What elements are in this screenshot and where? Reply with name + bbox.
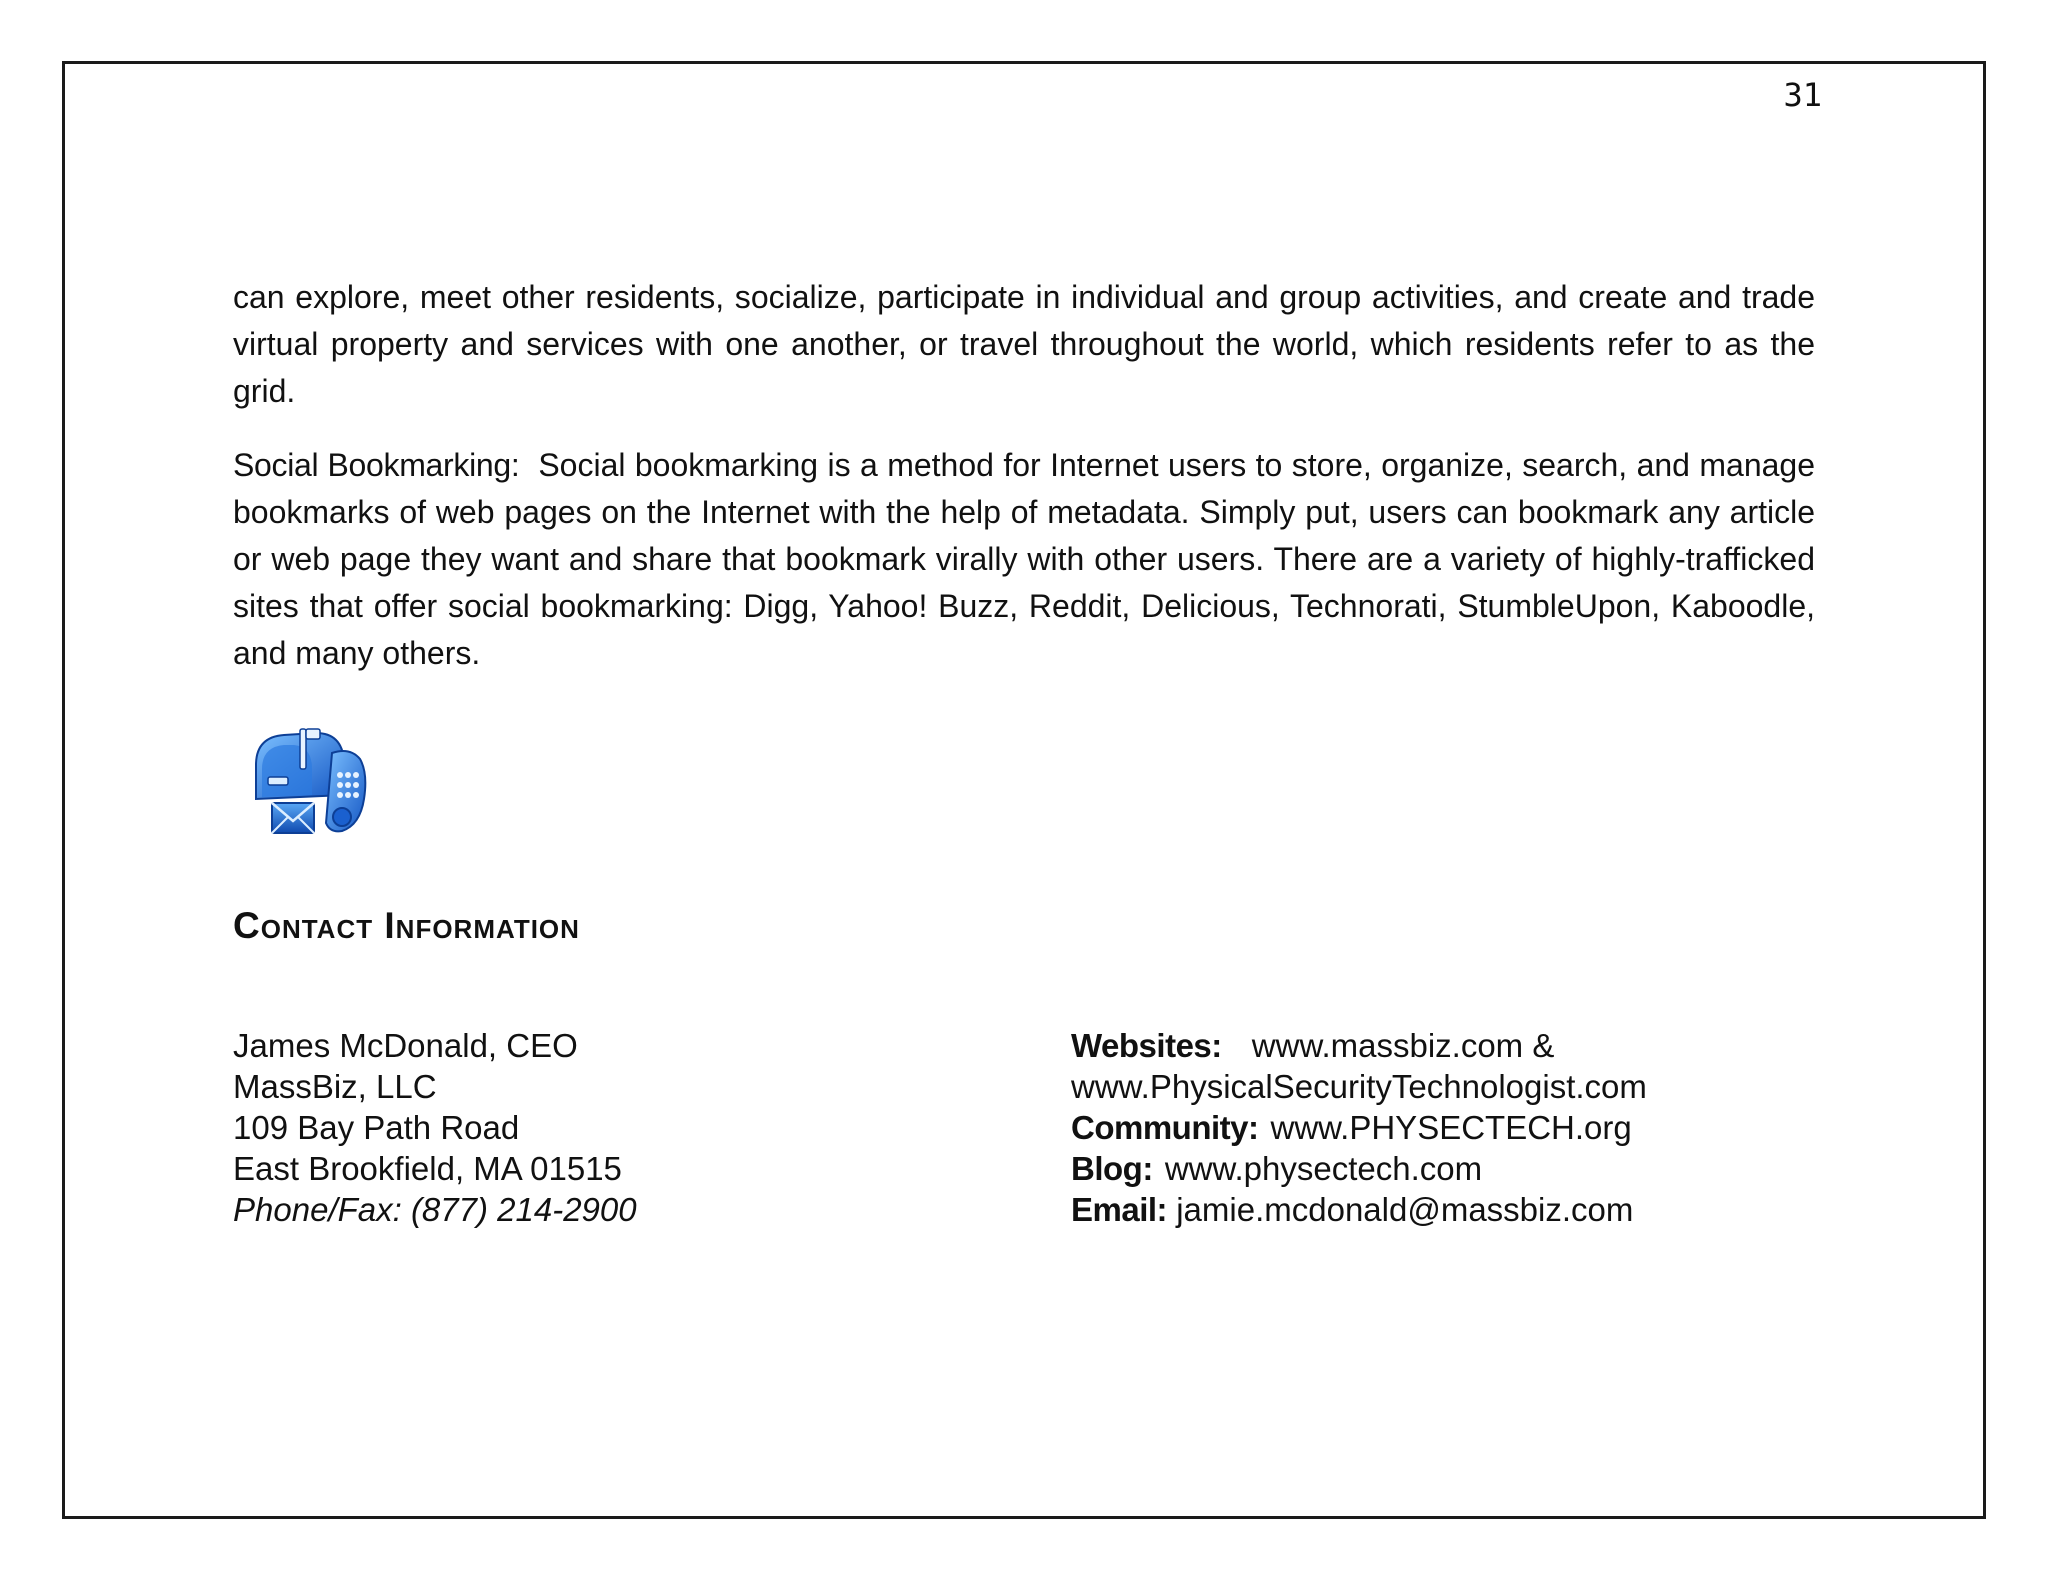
blog-label: Blog:	[1071, 1150, 1153, 1187]
contact-address-block	[233, 1025, 637, 1230]
blog-link[interactable]: www.physectech.com	[1164, 1150, 1483, 1187]
email-link[interactable]: jamie.mcdonald@massbiz.com	[1176, 1191, 1634, 1228]
website-link-physical-security[interactable]: www.PhysicalSecurityTechnologist.com	[1071, 1068, 1647, 1105]
websites-label: Websites:	[1071, 1027, 1222, 1064]
contact-city: East Brookfield, MA 01515	[233, 1150, 622, 1187]
mailbox-phone-contact-icon	[250, 725, 380, 845]
contact-name: James McDonald, CEO	[233, 1027, 578, 1064]
email-label: Email:	[1071, 1191, 1168, 1228]
social-bookmarking-definition: Social bookmarking is a method for Internet users to store, organize, search, and manage bookmarks of web pages on the Internet with the help of metadata. Simply put, users can bookmark any article or web page they want and share that bookmark virally with other users. There are a variety of highly-trafficked sites that offer social bookmarking: Digg, Yahoo! Buzz, Reddit, Delicious, Technorati, StumbleUpon, Kaboodle, and many others.	[233, 447, 1816, 671]
contact-links-block	[1071, 1025, 1647, 1230]
contact-company: MassBiz, LLC	[233, 1068, 437, 1105]
term-social-bookmarking: Social Bookmarking:	[233, 447, 520, 483]
contact-information-heading: Contact Information	[233, 905, 580, 946]
email-row	[1071, 1189, 1647, 1230]
websites-row	[1071, 1025, 1647, 1066]
contact-phone: Phone/Fax: (877) 214-2900	[233, 1191, 637, 1228]
community-link[interactable]: www.PHYSECTECH.org	[1270, 1109, 1632, 1146]
community-label: Community:	[1071, 1109, 1259, 1146]
page-number: 31	[1783, 76, 1822, 114]
paragraph-virtual-world: can explore, meet other residents, socialize, participate in individual and group activities, and create and trade virtual property and services with one another, or travel throughout the world, which residents refer to as the grid.	[233, 279, 1815, 409]
community-row	[1071, 1107, 1647, 1148]
contact-street: 109 Bay Path Road	[233, 1109, 520, 1146]
website-link-massbiz[interactable]: www.massbiz.com &	[1251, 1027, 1555, 1064]
blog-row	[1071, 1148, 1647, 1189]
paragraph-social-bookmarking	[233, 442, 1815, 677]
